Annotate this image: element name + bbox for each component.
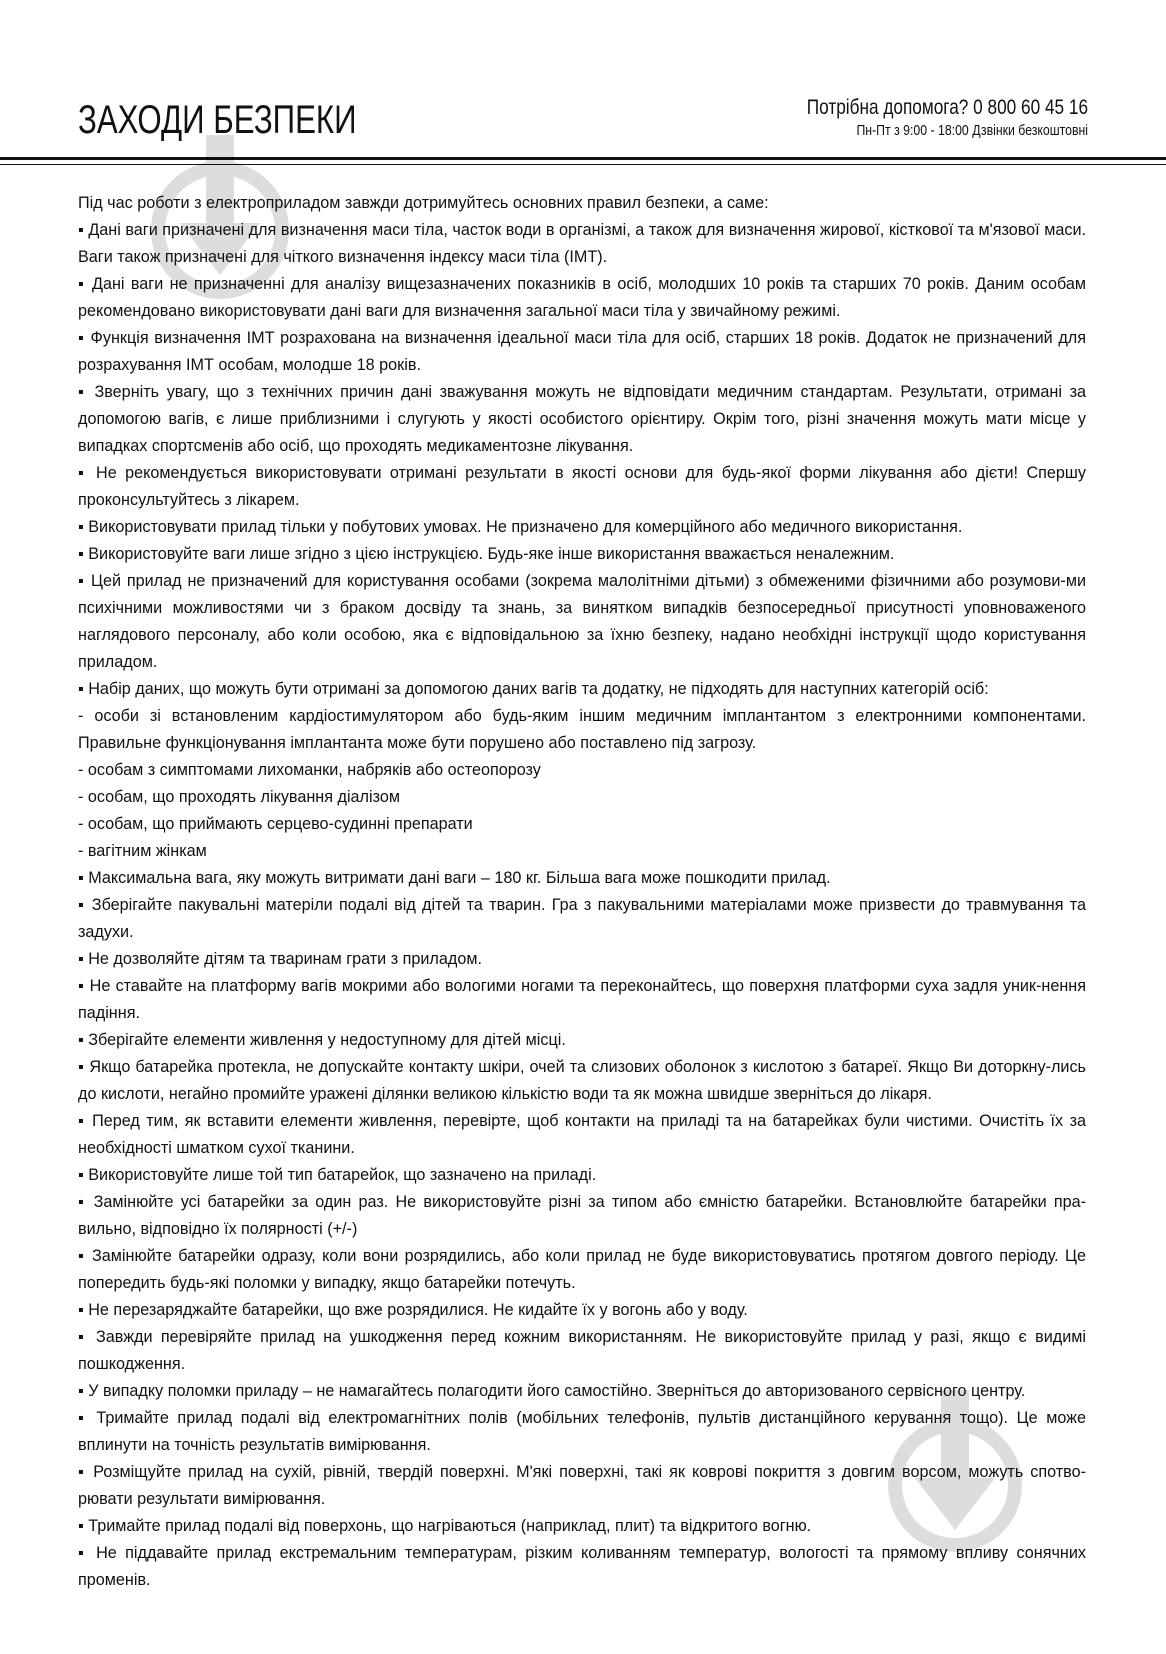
instruction-paragraph: ▪ Функція визначення ІМТ розрахована на визначення ідеальної маси тіла для осіб, старших 18 років. Додаток не призначений для розрахування ІМТ особам, молодше 18 років. bbox=[78, 329, 1086, 374]
header-divider-thin bbox=[0, 164, 1166, 165]
instruction-paragraph: ▪ Тримайте прилад подалі від поверхонь, що нагріваються (наприклад, плит) та відкритого вогню. bbox=[78, 1517, 812, 1535]
instruction-paragraph: - вагітним жінкам bbox=[78, 842, 207, 860]
instruction-paragraph: ▪ Перед тим, як вставити елементи живлення, перевірте, щоб контакти на приладі та на батарейках були чистими. Очистіть їх за необхідності шматком сухої тканини. bbox=[78, 1112, 1086, 1157]
instruction-paragraph: ▪ Використовувати прилад тільки у побутових умовах. Не призначено для комерційного або медичного використання. bbox=[78, 518, 963, 536]
safety-instructions-body bbox=[78, 190, 1086, 1594]
instruction-paragraph: ▪ Дані ваги призначені для визначення маси тіла, часток води в організмі, а також для визначення жирової, кісткової та м'язової маси. Ваги також призначені для чіткого визначення індексу маси тіла (ІМТ). bbox=[78, 221, 1086, 266]
help-phone-line: Потрібна допомога? 0 800 60 45 16 bbox=[806, 96, 1088, 119]
instruction-paragraph: ▪ Не рекомендується використовувати отримані результати в якості основи для будь-якої форми лікування або дієти! Спершу проконсультуйтесь з лікарем. bbox=[78, 464, 1086, 509]
page-header bbox=[0, 0, 1166, 165]
instruction-paragraph: ▪ Дані ваги не призначенні для аналізу вищезазначених показників в осіб, молодших 10 років та старших 70 років. Даним особам рекомендовано використовувати дані ваги для визначення загальної маси тіла у звичайному режимі. bbox=[78, 275, 1086, 320]
instruction-paragraph: Під час роботи з електроприладом завжди дотримуйтесь основних правил безпеки, а саме: bbox=[78, 194, 769, 212]
instruction-paragraph: ▪ Використовуйте ваги лише згідно з цією інструкцією. Будь-яке інше використання вважається неналежним. bbox=[78, 545, 895, 563]
instruction-paragraph: ▪ Якщо батарейка протекла, не допускайте контакту шкіри, очей та слизових оболонок з кислотою з батареї. Якщо Ви доторкну-лись до кислоти, негайно промийте уражені ділянки великою кількістю води та як можна швидше зверніться до лікаря. bbox=[78, 1058, 1086, 1103]
instruction-paragraph: ▪ Замінюйте батарейки одразу, коли вони розрядились, або коли прилад не буде використовуватись протягом довгого періоду. Це попередить будь-які поломки у випадку, якщо батарейки потечуть. bbox=[78, 1247, 1086, 1292]
instruction-paragraph: ▪ Зберігайте елементи живлення у недоступному для дітей місці. bbox=[78, 1031, 566, 1049]
instruction-paragraph: ▪ Максимальна вага, яку можуть витримати дані ваги – 180 кг. Більша вага може пошкодити прилад. bbox=[78, 869, 831, 887]
instruction-paragraph: ▪ Зверніть увагу, що з технічних причин дані зважування можуть не відповідати медичним стандартам. Результати, отримані за допомогою вагів, є лише приблизними і слугують у якості особистого орієнтиру. Окрім того, різні значення можуть мати місце у випадках спортсменів або осіб, що проходять медикаментозне лікування. bbox=[78, 383, 1086, 455]
instruction-paragraph: ▪ Замінюйте усі батарейки за один раз. Не використовуйте різні за типом або ємністю батарейки. Встановлюйте батарейки пра-вильно, відповідно їх полярності (+/-) bbox=[78, 1193, 1086, 1238]
instruction-paragraph: ▪ У випадку поломки приладу – не намагайтесь полагодити його самостійно. Зверніться до авторизованого сервісного центру. bbox=[78, 1382, 1026, 1400]
instruction-paragraph: - особи зі встановленим кардіостимулятором або будь-яким іншим медичним імплантантом з електронними компонентами. Правильне функціонування імплантанта може бути порушено або поставлено під загрозу. bbox=[78, 707, 1086, 752]
instruction-paragraph: ▪ Не дозволяйте дітям та тваринам грати з приладом. bbox=[78, 950, 482, 968]
page-title: ЗАХОДИ БЕЗПЕКИ bbox=[78, 98, 357, 142]
instruction-paragraph: ▪ Зберігайте пакувальні матеріли подалі від дітей та тварин. Гра з пакувальними матеріалами може призвести до травмування та задухи. bbox=[78, 896, 1086, 941]
instruction-paragraph: ▪ Розміщуйте прилад на сухій, рівній, твердій поверхні. М'які поверхні, такі як коврові покриття з довгим ворсом, можуть спотво-рювати результати вимірювання. bbox=[78, 1463, 1086, 1508]
instruction-paragraph: ▪ Не ставайте на платформу вагів мокрими або вологими ногами та переконайтесь, що поверхня платформи суха задля уник-нення падіння. bbox=[78, 977, 1086, 1022]
instruction-paragraph: - особам, що приймають серцево-судинні препарати bbox=[78, 815, 473, 833]
help-hours-line: Пн-Пт з 9:00 - 18:00 Дзвінки безкоштовні bbox=[856, 122, 1088, 139]
help-contact bbox=[807, 96, 1088, 139]
instruction-paragraph: ▪ Не перезаряджайте батарейки, що вже розрядилися. Не кидайте їх у вогонь або у воду. bbox=[78, 1301, 748, 1319]
instruction-paragraph: - особам з симптомами лихоманки, набряків або остеопорозу bbox=[78, 761, 541, 779]
instruction-paragraph: - особам, що проходять лікування діалізом bbox=[78, 788, 400, 806]
instruction-paragraph: ▪ Використовуйте лише той тип батарейок, що зазначено на приладі. bbox=[78, 1166, 597, 1184]
instruction-paragraph: ▪ Тримайте прилад подалі від електромагнітних полів (мобільних телефонів, пультів дистанційного керування тощо). Це може вплинути на точність результатів вимірювання. bbox=[78, 1409, 1086, 1454]
instruction-paragraph: ▪ Не піддавайте прилад екстремальним температурам, різким коливанням температур, вологості та прямому впливу сонячних променів. bbox=[78, 1544, 1086, 1589]
header-divider-thick bbox=[0, 157, 1166, 160]
instruction-paragraph: ▪ Цей прилад не призначений для користування особами (зокрема малолітніми дітьми) з обмеженими фізичними або розумови-ми психічними можливостями чи з браком досвіду та знань, за винятком випадків безпосередньої присутності уповноваженого наглядового персоналу, або коли особою, яка є відповідальною за їхню безпеку, надано необхідні інструкції щодо користування приладом. bbox=[78, 572, 1086, 671]
instruction-paragraph: ▪ Набір даних, що можуть бути отримані за допомогою даних вагів та додатку, не підходять для наступних категорій осіб: bbox=[78, 680, 989, 698]
instruction-paragraph: ▪ Завжди перевіряйте прилад на ушкодження перед кожним використанням. Не використовуйте прилад у разі, якщо є видимі пошкодження. bbox=[78, 1328, 1086, 1373]
